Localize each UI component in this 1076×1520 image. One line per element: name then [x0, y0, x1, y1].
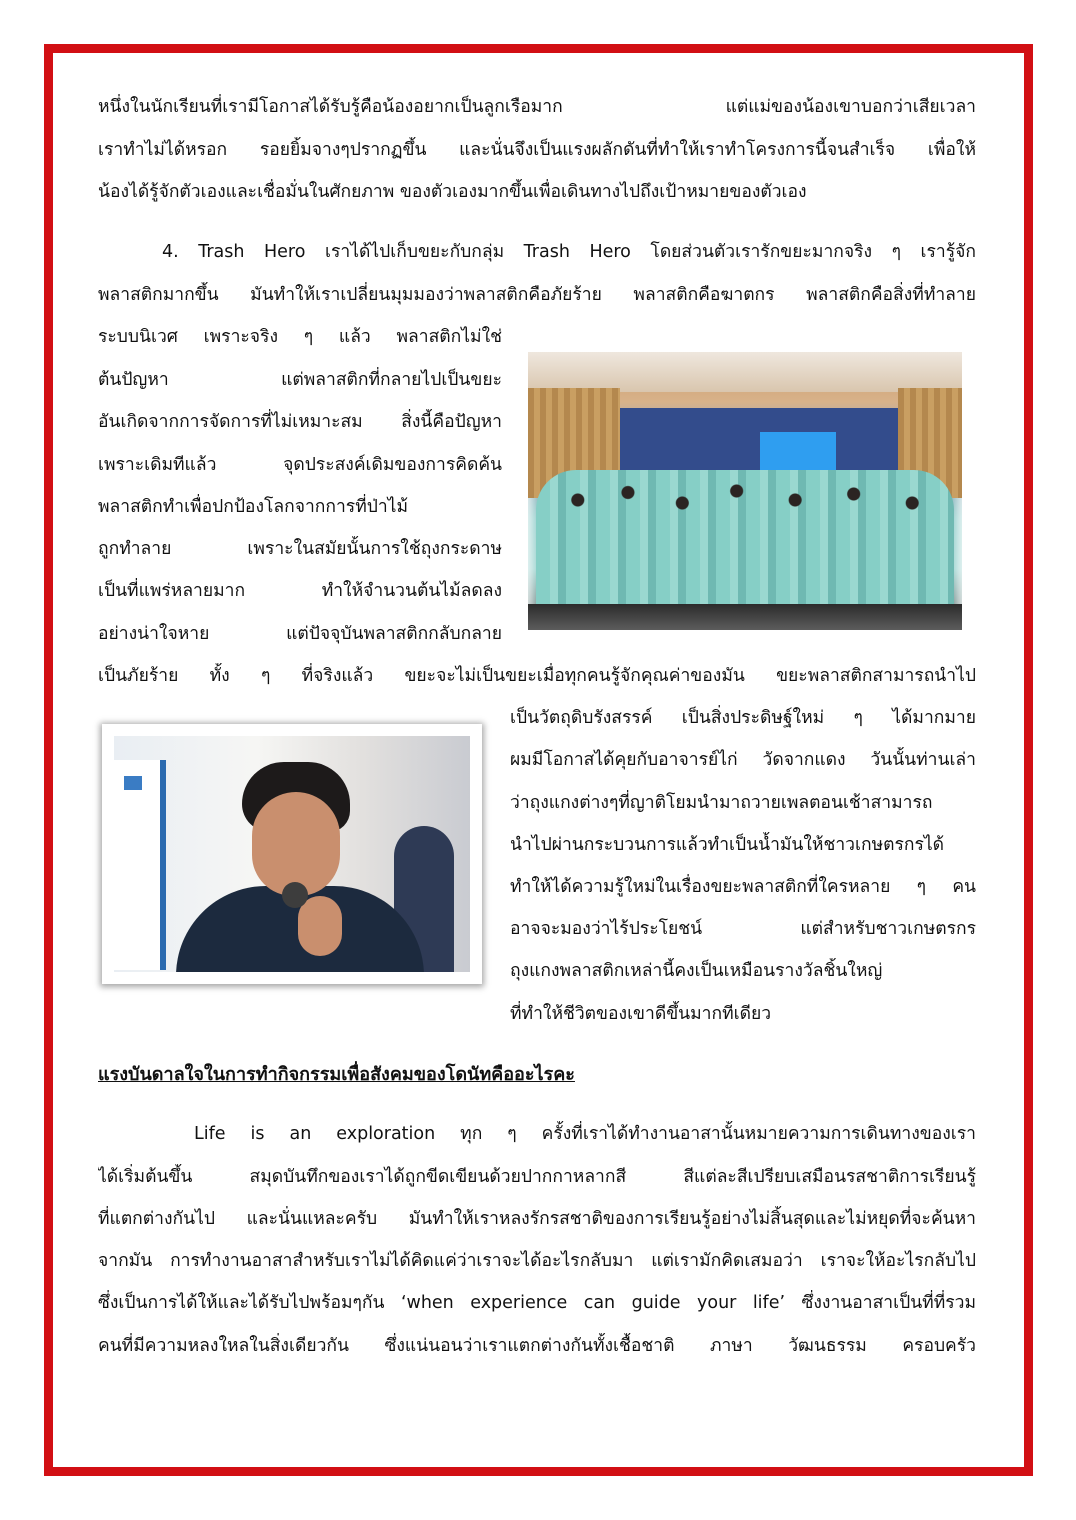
portrait-hand	[298, 896, 342, 956]
text-line-1: หนึ่งในนักเรียนที่เรามีโอกาสได้รับรู้คือน้องอยากเป็นลูกเรือมาก แต่แม่ของน้องเขาบอกว่าเสียเวลา	[98, 97, 976, 117]
microphone-icon	[282, 882, 308, 908]
photo-crowd	[536, 470, 954, 620]
text-line-2: เราทำไม่ได้หรอก รอยยิ้มจางๆปรากฏขึ้น และนั่นจึงเป็นแรงผลักดันที่ทำให้เราทำโครงการนี้จนสำเร็จ เพื่อให้	[98, 140, 976, 160]
text-line-5: พลาสติกมากขึ้น มันทำให้เราเปลี่ยนมุมมองว่าพลาสติกคือภัยร้าย พลาสติกคือฆาตกร พลาสติกคือสิ่งที่ทำลาย	[98, 285, 976, 305]
text-line-9: เพราะเดิมทีแล้ว จุดประสงค์เดิมของการคิดค้น	[98, 455, 502, 475]
text-line-24: ได้เริ่มต้นขึ้น สมุดบันทึกของเราได้ถูกขีดเขียนด้วยปากกาหลากสี สีแต่ละสีเปรียบเสมือนรสชาติการเรียนรู้	[98, 1167, 976, 1187]
text-line-26: จากมัน การทำงานอาสาสำหรับเราไม่ได้คิดแค่ว่าเราจะได้อะไรกลับมา แต่เรามักคิดเสมอว่า เราจะให้อะไรกลับไป	[98, 1251, 976, 1271]
text-line-13: อย่างน่าใจหาย แต่ปัจจุบันพลาสติกกลับกลาย	[98, 624, 502, 644]
text-line-21: ถุงแกงพลาสติกเหล่านี้คงเป็นเหมือนรางวัลชิ้นใหญ่	[510, 961, 883, 981]
banner-logo-icon	[124, 776, 142, 790]
text-line-23: Life is an exploration ทุก ๆ ครั้งที่เราได้ทำงานอาสานั้นหมายความการเดินทางของเรา	[194, 1124, 976, 1144]
portrait-photo	[102, 724, 482, 984]
text-line-4: 4. Trash Hero เราได้ไปเก็บขยะกับกลุ่ม Trash Hero โดยส่วนตัวเรารักขยะมากจริง ๆ เรารู้จัก	[162, 242, 976, 262]
text-line-10: พลาสติกทำเพื่อปกป้องโลกจากการที่ป่าไม้	[98, 497, 409, 517]
text-line-11: ถูกทำลาย เพราะในสมัยนั้นการใช้ถุงกระดาษ	[98, 539, 502, 559]
text-line-8: อันเกิดจากการจัดการที่ไม่เหมาะสม สิ่งนี้คือปัญหา	[98, 412, 502, 432]
photo-ceiling	[528, 352, 962, 392]
text-line-6: ระบบนิเวศ เพราะจริง ๆ แล้ว พลาสติกไม่ใช่	[98, 327, 502, 347]
group-photo	[528, 352, 962, 630]
text-line-7: ต้นปัญหา แต่พลาสติกที่กลายไปเป็นขยะ	[98, 370, 502, 390]
photo-floor	[528, 604, 962, 630]
text-line-22: ที่ทำให้ชีวิตของเขาดีขึ้นมากทีเดียว	[510, 1004, 772, 1024]
text-line-15: เป็นวัตถุดิบรังสรรค์ เป็นสิ่งประดิษฐ์ใหม่ ๆ ได้มากมาย	[510, 708, 976, 728]
text-line-3: น้องได้รู้จักตัวเองและเชื่อมั่นในศักยภาพ ของตัวเองมากขึ้นเพื่อเดินทางไปถึงเป้าหมายของตัวเอง	[98, 182, 807, 202]
text-line-20: อาจจะมองว่าไร้ประโยชน์ แต่สำหรับชาวเกษตรกร	[510, 919, 976, 939]
section-heading: แรงบันดาลใจในการทำกิจกรรมเพื่อสังคมของโดนัทคืออะไรคะ	[98, 1064, 575, 1085]
text-line-12: เป็นที่แพร่หลายมาก ทำให้จำนวนต้นไม้ลดลง	[98, 581, 502, 601]
portrait-banner	[114, 760, 166, 970]
portrait-face	[252, 792, 340, 896]
text-line-18: นำไปผ่านกระบวนการแล้วทำเป็นน้ำมันให้ชาวเกษตรกรได้	[510, 835, 945, 855]
text-line-19: ทำให้ได้ความรู้ใหม่ในเรื่องขยะพลาสติกที่ใครหลาย ๆ คน	[510, 877, 976, 897]
text-line-28: คนที่มีความหลงใหลในสิ่งเดียวกัน ซึ่งแน่นอนว่าเราแตกต่างกันทั้งเชื้อชาติ ภาษา วัฒนธรรม ครอบครัว	[98, 1336, 976, 1356]
text-line-16: ผมมีโอกาสได้คุยกับอาจารย์ไก่ วัดจากแดง วันนั้นท่านเล่า	[510, 750, 976, 770]
text-line-17: ว่าถุงแกงต่างๆที่ญาติโยมนำมาถวายเพลตอนเช้าสามารถ	[510, 793, 933, 813]
text-line-25: ที่แตกต่างกันไป และนั่นแหละครับ มันทำให้เราหลงรักรสชาติของการเรียนรู้อย่างไม่สิ้นสุดและไม่หยุดที่จะค้นหา	[98, 1209, 976, 1229]
text-line-27: ซึ่งเป็นการได้ให้และได้รับไปพร้อมๆกัน ‘when experience can guide your life’ ซึ่งงานอาสาเป็นที่ที่รวม	[98, 1293, 976, 1313]
text-line-14: เป็นภัยร้าย ทั้ง ๆ ที่จริงแล้ว ขยะจะไม่เป็นขยะเมื่อทุกคนรู้จักคุณค่าของมัน ขยะพลาสติกสามารถนำไป	[98, 666, 976, 686]
